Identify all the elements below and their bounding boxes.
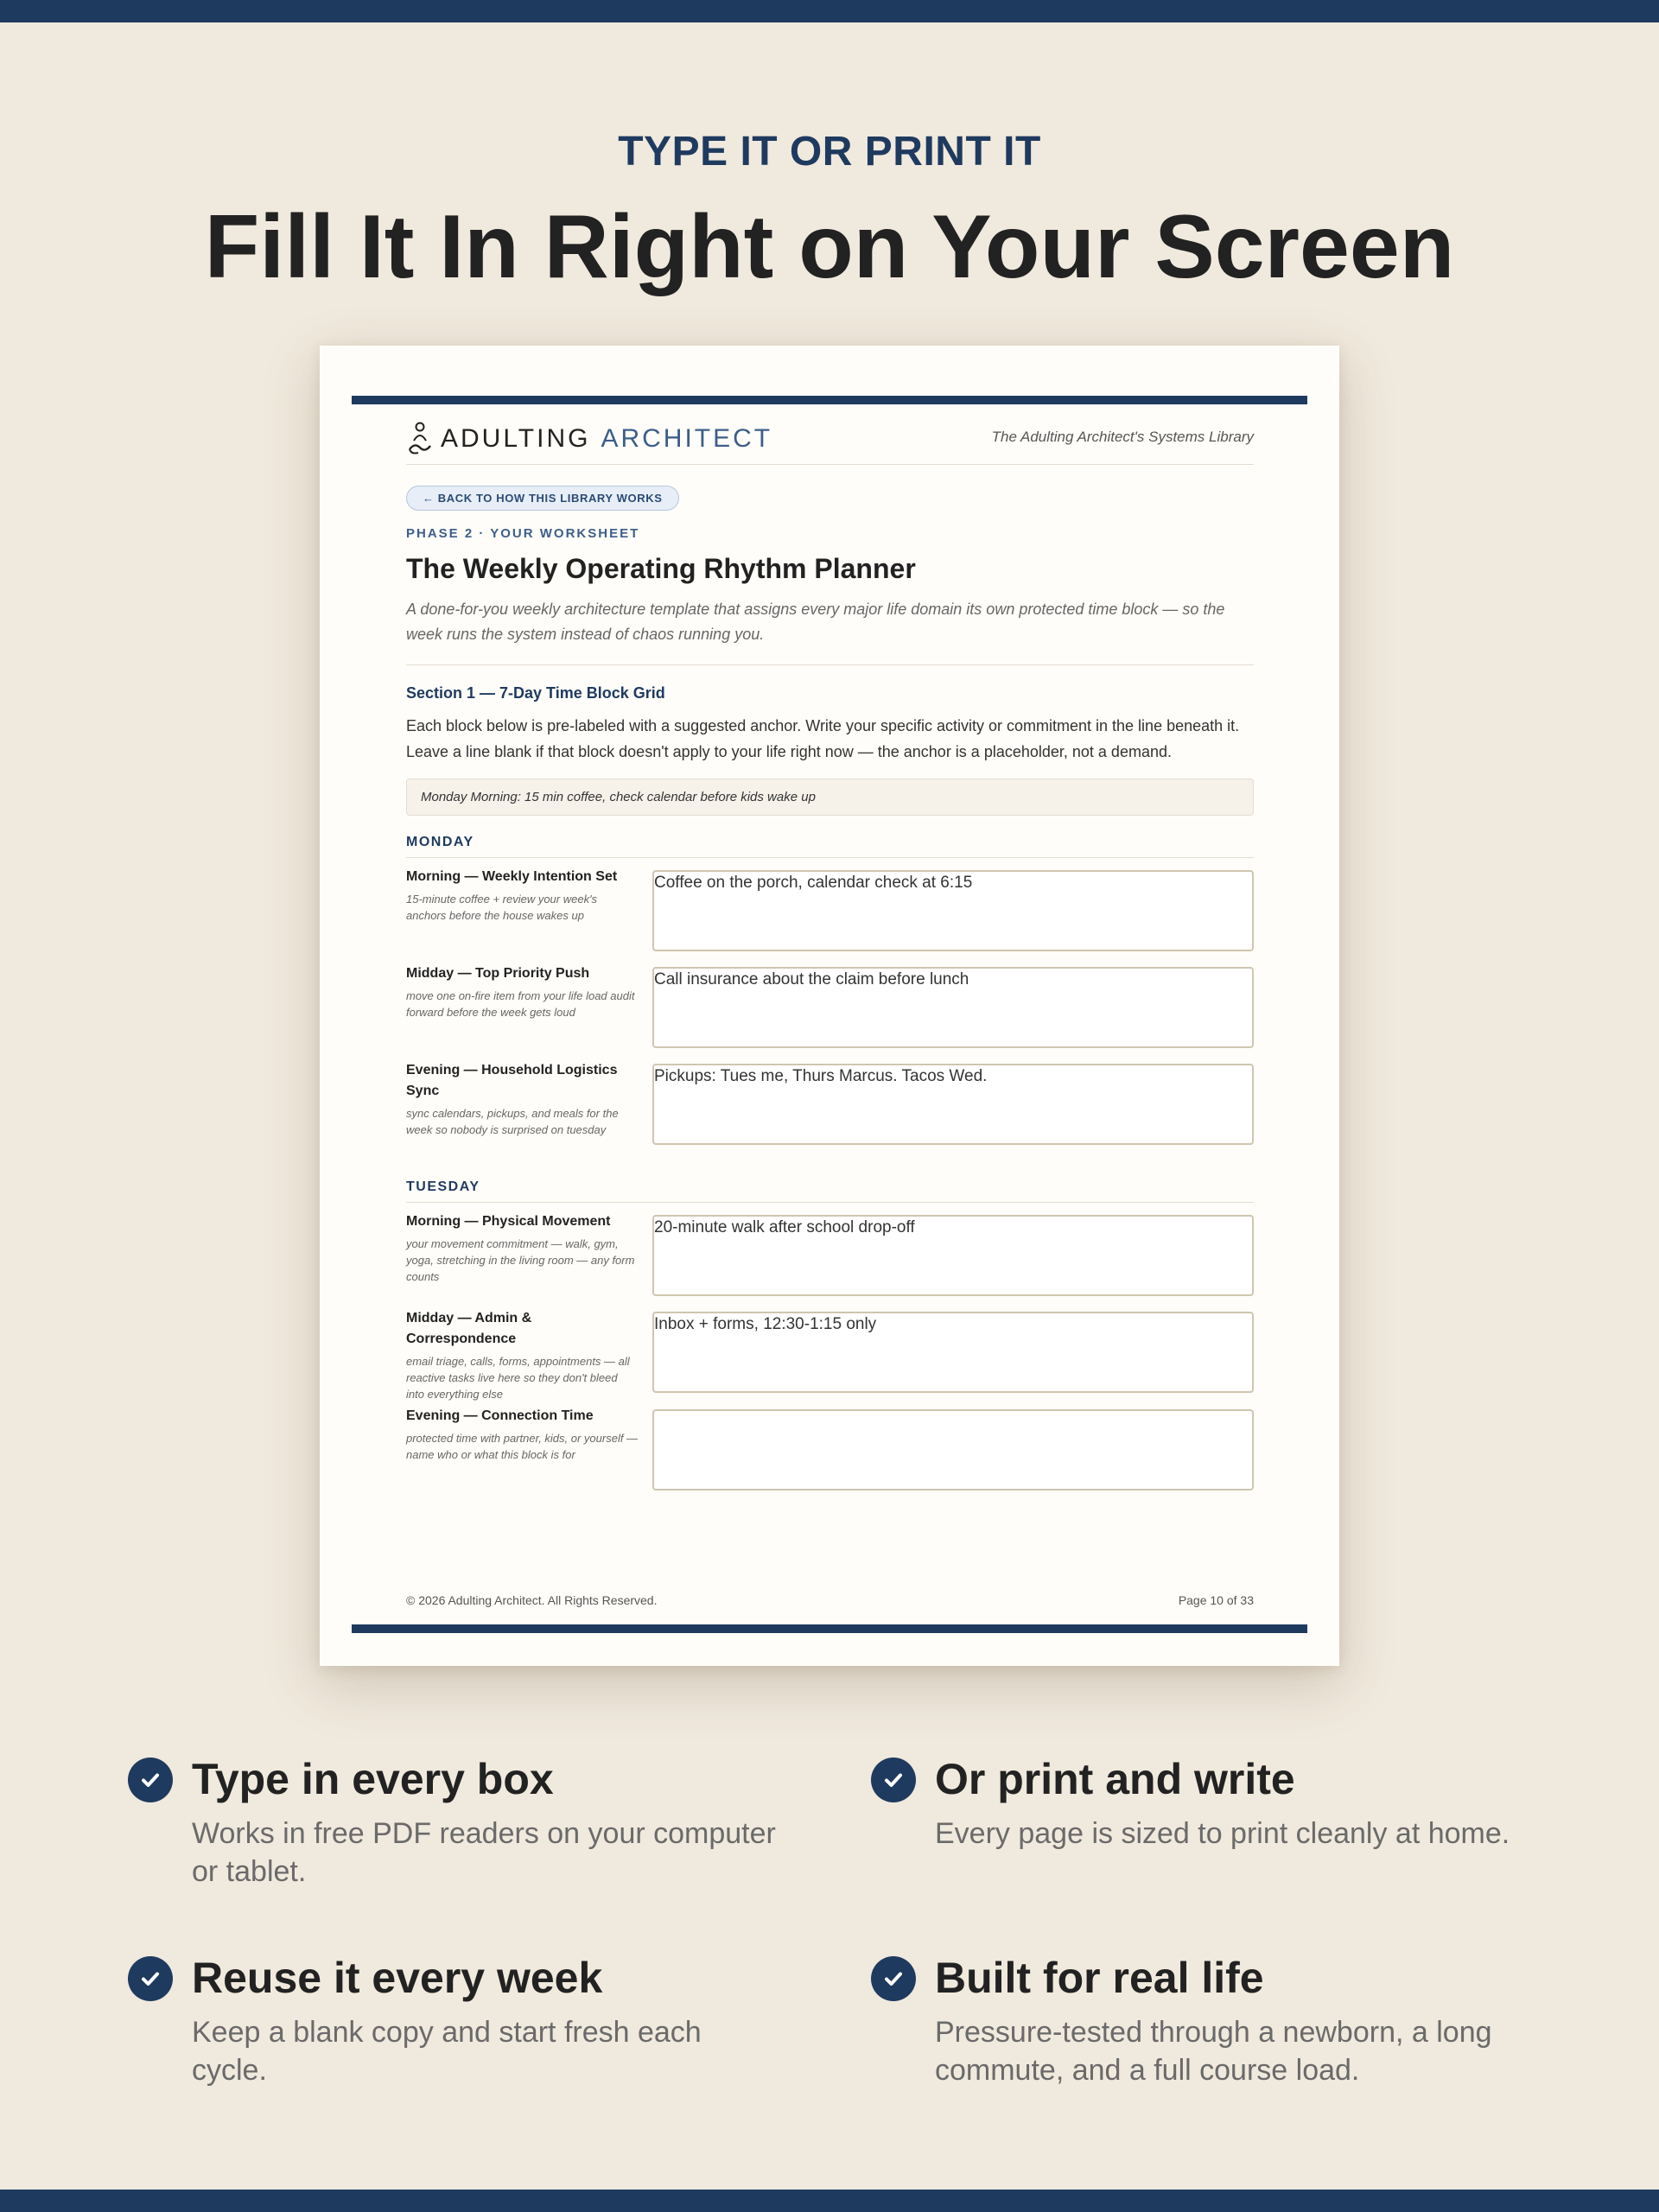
block-input[interactable] <box>652 1312 1254 1393</box>
block-name: Midday — Admin & Correspondence <box>406 1311 532 1346</box>
block-hint: protected time with partner, kids, or yourself — name who or what this block is for <box>406 1432 639 1461</box>
brand-logo <box>406 422 772 456</box>
copyright: © 2026 Adulting Architect. All Rights Reserved. <box>406 1593 658 1607</box>
worksheet-title: The Weekly Operating Rhythm Planner <box>406 553 916 584</box>
block-input[interactable] <box>652 1064 1254 1145</box>
bottom-accent-bar <box>0 2190 1659 2212</box>
check-circle-icon <box>871 1956 916 2001</box>
check-circle-icon <box>871 1758 916 1802</box>
block-name: Evening — Connection Time <box>406 1408 594 1423</box>
meditating-figure-icon <box>406 422 434 456</box>
block-hint: your movement commitment — walk, gym, yoga, stretching in the living room — any form counts <box>406 1237 635 1283</box>
library-name: The Adulting Architect's Systems Library <box>991 429 1254 445</box>
worksheet-content <box>406 422 1254 1491</box>
block-name: Morning — Physical Movement <box>406 1214 611 1229</box>
block-input[interactable] <box>652 1409 1254 1491</box>
block-hint: email triage, calls, forms, appointments — all reactive tasks live here so they don't bleed into everything else <box>406 1355 630 1401</box>
day-label-tuesday: TUESDAY <box>406 1179 1254 1203</box>
check-circle-icon <box>128 1758 173 1802</box>
brand-word-1: ADULTING <box>441 424 591 453</box>
time-block-row <box>406 1308 1254 1402</box>
block-hint: sync calendars, pickups, and meals for the week so nobody is surprised on tuesday <box>406 1107 619 1136</box>
block-hint: 15-minute coffee + review your week's anchors before the house wakes up <box>406 893 598 922</box>
time-block-row <box>406 1060 1254 1145</box>
feature-body: Works in free PDF readers on your computer or tablet. <box>192 1817 776 1888</box>
time-block-row <box>406 1406 1254 1491</box>
feature-title: Built for real life <box>935 1954 1264 2002</box>
time-block-row <box>406 867 1254 951</box>
worksheet-preview <box>320 346 1339 1666</box>
day-label-monday: MONDAY <box>406 835 1254 858</box>
worksheet-subtitle: A done-for-you weekly architecture template that assigns every major life domain its own protected time block — so the week runs the system instead of chaos running you. <box>406 597 1254 665</box>
feature-item <box>871 1953 1528 2089</box>
block-input[interactable] <box>652 1215 1254 1296</box>
feature-item <box>128 1754 785 1891</box>
feature-title: Or print and write <box>935 1755 1295 1803</box>
sheet-top-rule <box>352 396 1307 404</box>
brand-word-2: ARCHITECT <box>601 424 773 453</box>
block-name: Midday — Top Priority Push <box>406 966 590 981</box>
worksheet-header <box>406 422 1254 465</box>
page-number: Page 10 of 33 <box>1178 1593 1254 1607</box>
example-callout: Monday Morning: 15 min coffee, check calendar before kids wake up <box>406 779 1254 816</box>
section-instructions: Each block below is pre-labeled with a suggested anchor. Write your specific activity or commitment in the line beneath it. Leave a line blank if that block doesn't apply to your life right now — the anchor is a placeholder, not a demand. <box>406 717 1240 760</box>
block-input[interactable] <box>652 870 1254 951</box>
sheet-bottom-rule <box>352 1624 1307 1633</box>
check-circle-icon <box>128 1956 173 2001</box>
phase-label: PHASE 2 · YOUR WORKSHEET <box>406 526 640 541</box>
eyebrow: TYPE IT OR PRINT IT <box>618 129 1041 175</box>
block-input[interactable] <box>652 967 1254 1048</box>
feature-item <box>128 1953 785 2089</box>
feature-body: Keep a blank copy and start fresh each cycle. <box>192 2016 702 2087</box>
feature-body: Pressure-tested through a newborn, a long commute, and a full course load. <box>935 2016 1492 2087</box>
section-title: Section 1 — 7-Day Time Block Grid <box>406 684 665 702</box>
top-accent-bar <box>0 0 1659 22</box>
feature-body: Every page is sized to print cleanly at home. <box>935 1817 1510 1850</box>
feature-item <box>871 1754 1528 1853</box>
time-block-row <box>406 1211 1254 1296</box>
feature-title: Type in every box <box>192 1755 554 1803</box>
page-headline: Fill It In Right on Your Screen <box>204 197 1455 297</box>
block-name: Morning — Weekly Intention Set <box>406 869 618 884</box>
feature-title: Reuse it every week <box>192 1954 603 2002</box>
block-hint: move one on-fire item from your life load audit forward before the week gets loud <box>406 989 635 1019</box>
back-link-button[interactable]: ← BACK TO HOW THIS LIBRARY WORKS <box>406 486 679 511</box>
block-name: Evening — Household Logistics Sync <box>406 1063 618 1098</box>
time-block-row <box>406 963 1254 1048</box>
worksheet-footer <box>406 1593 1254 1607</box>
